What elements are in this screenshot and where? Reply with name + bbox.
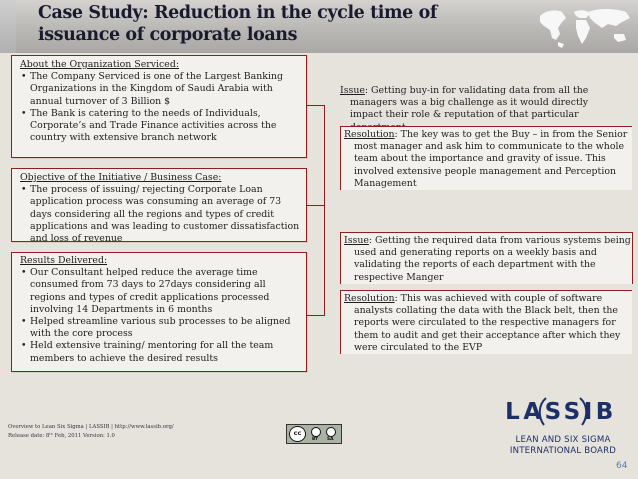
logo-line-2: INTERNATIONAL BOARD <box>509 446 617 456</box>
connector-line <box>307 105 325 106</box>
creative-commons-badge[interactable] <box>286 424 342 444</box>
share-alike-label: SA <box>327 437 334 442</box>
resolution-1 <box>340 126 632 190</box>
connector-line <box>324 105 325 315</box>
organization-heading: About the Organization Serviced: <box>20 59 179 70</box>
issue-1-label: Issue <box>340 85 365 96</box>
list-item: • The process of issuing/ rejecting Corporate Loan application process was consuming an average of 73 days considering all the regions and types of credit applications and was leading to customer dissatisfaction and loss of revenue <box>30 184 300 245</box>
list-item: • Held extensive training/ mentoring for all the team members to achieve the desired results <box>30 340 300 364</box>
connector-line <box>307 315 325 316</box>
objective-box <box>11 168 307 245</box>
issue-2-text: : Getting the required data from various systems being used and generating reports on a weekly basis and validating the reports of each department with the respective Manger <box>354 235 631 283</box>
logo-name: LASSIB <box>505 399 617 425</box>
resolution-1-label: Resolution <box>344 129 395 140</box>
slide-title: Case Study: Reduction in the cycle time of issuance of corporate loans <box>38 3 437 45</box>
list-item: • Our Consultant helped reduce the average time consumed from 73 days to 27days considering all regions and types of credit applications processed involving 14 Departments in 6 months <box>30 267 300 316</box>
results-bullets <box>20 267 300 365</box>
lassib-logo <box>488 395 638 465</box>
attribution-icon <box>311 427 321 437</box>
resolution-1-text: : The key was to get the Buy – in from the Senior most manager and ask him to communicate to the whole team about the importance and gravity of issue. This involved extensive people management and Perception Management <box>354 129 628 189</box>
results-heading: Results Delivered: <box>20 255 108 266</box>
resolution-2-label: Resolution <box>344 293 395 304</box>
footer-link-text: Overview to Lean Six Sigma | LASSIB | http://www.lassib.org/ <box>8 424 174 430</box>
world-map-icon <box>536 4 634 50</box>
objective-heading: Objective of the Initiative / Business Case: <box>20 172 222 183</box>
list-item: • The Bank is catering to the needs of Individuals, Corporate’s and Trade Finance activities across the country with extensive branch network <box>30 108 300 145</box>
resolution-2 <box>340 290 632 354</box>
issue-2-label: Issue <box>344 235 369 246</box>
organization-bullets <box>20 71 300 144</box>
list-item: • Helped streamline various sub processes to be aligned with the core process <box>30 316 300 340</box>
share-alike-icon <box>326 427 336 437</box>
results-box <box>11 252 307 372</box>
connector-line <box>307 205 325 206</box>
list-item: • The Company Serviced is one of the Largest Banking Organizations in the Kingdom of Saudi Arabia with annual turnover of 3 Billion $ <box>30 71 300 108</box>
creative-commons-icon: cc <box>289 426 306 442</box>
issue-1-text: : Getting buy-in for validating data from all the managers was a big challenge as it would directly impact their role & reputation of that particular <box>350 85 589 121</box>
footer-release-text: Release date: 8ᵗʰ Feb, 2011 Version: 1.0 <box>8 433 115 439</box>
resolution-2-text: : This was achieved with couple of software analysts collating the data with the Black belt, then the reports were circulated to the respective managers for them to audit and get their acceptance after which they were circulated to the EVP <box>354 293 621 353</box>
organization-box <box>11 55 307 158</box>
title-accent <box>0 0 16 53</box>
attribution-label: BY <box>312 437 319 442</box>
objective-bullets <box>20 184 300 245</box>
issue-2 <box>340 232 633 284</box>
logo-line-1: LEAN AND SIX SIGMA <box>515 435 611 445</box>
page-number: 64 <box>616 461 628 471</box>
